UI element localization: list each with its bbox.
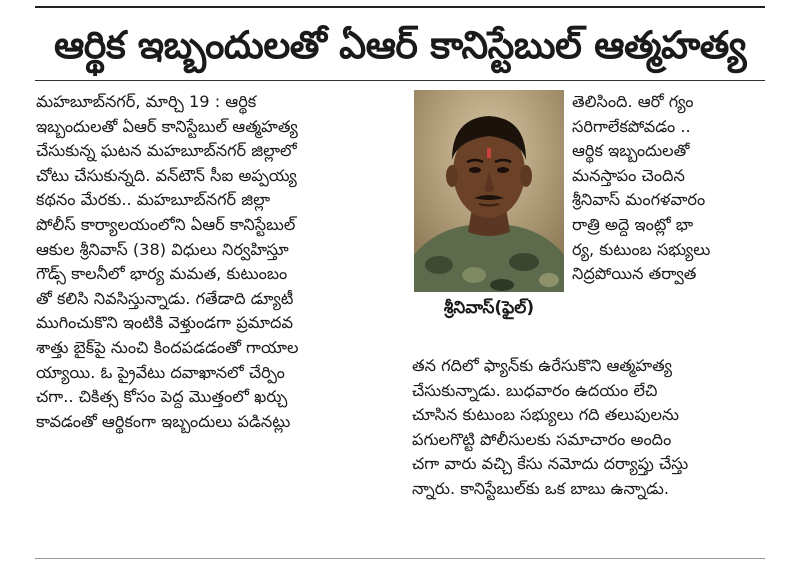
text-line: చోటు చేసుకున్నది. వన్‌టౌన్ సీఐ అప్పయ్య (36, 165, 297, 185)
text-line: చగా వారు వచ్చి కేసు నమోదు దర్యాప్తు చేస్తు (412, 454, 689, 474)
text-line: మహబూబ్‌నగర్, మార్చి 19 : ఆర్థిక (36, 92, 257, 111)
text-line: చేసుకున్నాడు. బుధవారం ఉదయం లేచి (412, 380, 658, 400)
text-line: నిద్రపోయిన తర్వాత (572, 264, 697, 284)
text-line: చగా.. చికిత్స కోసం పెద్ద మొత్తంలో ఖర్చు (36, 387, 288, 407)
text-line: తన గదిలో ఫ్యాన్‌కు ఉరేసుకొని ఆత్మహత్య (412, 356, 673, 375)
top-rule (35, 6, 765, 8)
text-line: కథనం మేరకు.. మహబూబ్‌నగర్ జిల్లా (36, 190, 271, 210)
text-line: గౌడ్స్ కాలనీలో భార్య మమత, కుటుంబం (36, 264, 288, 284)
portrait-illustration (414, 90, 564, 292)
article-column-2 (572, 90, 764, 287)
photo-caption: శ్రీనివాస్(ఫైల్) (443, 298, 535, 318)
text-line: ర్య, కుటుంబ సభ్యులు (572, 239, 711, 259)
portrait-photo (414, 90, 564, 292)
text-line: శాత్తు బైక్‌పై నుంచి కిందపడడంతో గాయాల (36, 337, 299, 357)
text-line: ఆకుల శ్రీనివాస్ (38) విధులు నిర్వహిస్తూ (36, 239, 289, 259)
text-line: య్యాయి. ఓ ప్రైవేటు దవాఖానలో చేర్పిం (36, 362, 285, 382)
text-line: ఆర్థిక ఇబ్బందులతో (572, 141, 690, 161)
text-line: తెలిసింది. ఆరో గ్యం (572, 92, 694, 111)
text-line: చేసుకున్న ఘటన మహబూబ్‌నగర్ జిల్లాలో (36, 141, 297, 161)
text-line: తో కలిసి నివసిస్తున్నాడు. గతేడాది డ్యూటీ (36, 288, 294, 308)
text-line: శ్రీనివాస్ మంగళవారం (572, 190, 706, 210)
text-line: న్నారు. కానిస్టేబుల్‌కు ఒక బాబు ఉన్నాడు. (412, 478, 669, 498)
text-line: రాత్రి అద్దె ఇంట్లో భా (572, 214, 694, 234)
text-line: ఇబ్బందులతో ఏఆర్ కానిస్టేబుల్ ఆత్మహత్య (36, 116, 298, 136)
text-line: చూసిన కుటుంబ సభ్యులు గది తలుపులను (412, 405, 679, 425)
text-line: సరిగాలేకపోవడం .. (572, 116, 691, 136)
text-line: మనస్తాపం చెందిన (572, 165, 685, 185)
text-line: కావడంతో ఆర్థికంగా ఇబ్బందులు పడినట్లు (36, 411, 291, 431)
article-column-1 (36, 90, 401, 434)
text-line: ముగించుకొని ఇంటికి వెళ్తుండగా ప్రమాదవ (36, 313, 293, 333)
bottom-rule (35, 558, 765, 559)
text-line: పోలీస్ కార్యాలయంలోని ఏఆర్ కానిస్టేబుల్ (36, 214, 296, 234)
headline-rule (35, 80, 765, 81)
article-column-3 (412, 354, 764, 502)
headline: ఆర్థిక ఇబ్బందులతో ఏఆర్ కానిస్టేబుల్ ఆత్మహత్య (53, 23, 746, 67)
text-line: పగులగొట్టి పోలీసులకు సమాచారం అందిం (412, 429, 672, 449)
